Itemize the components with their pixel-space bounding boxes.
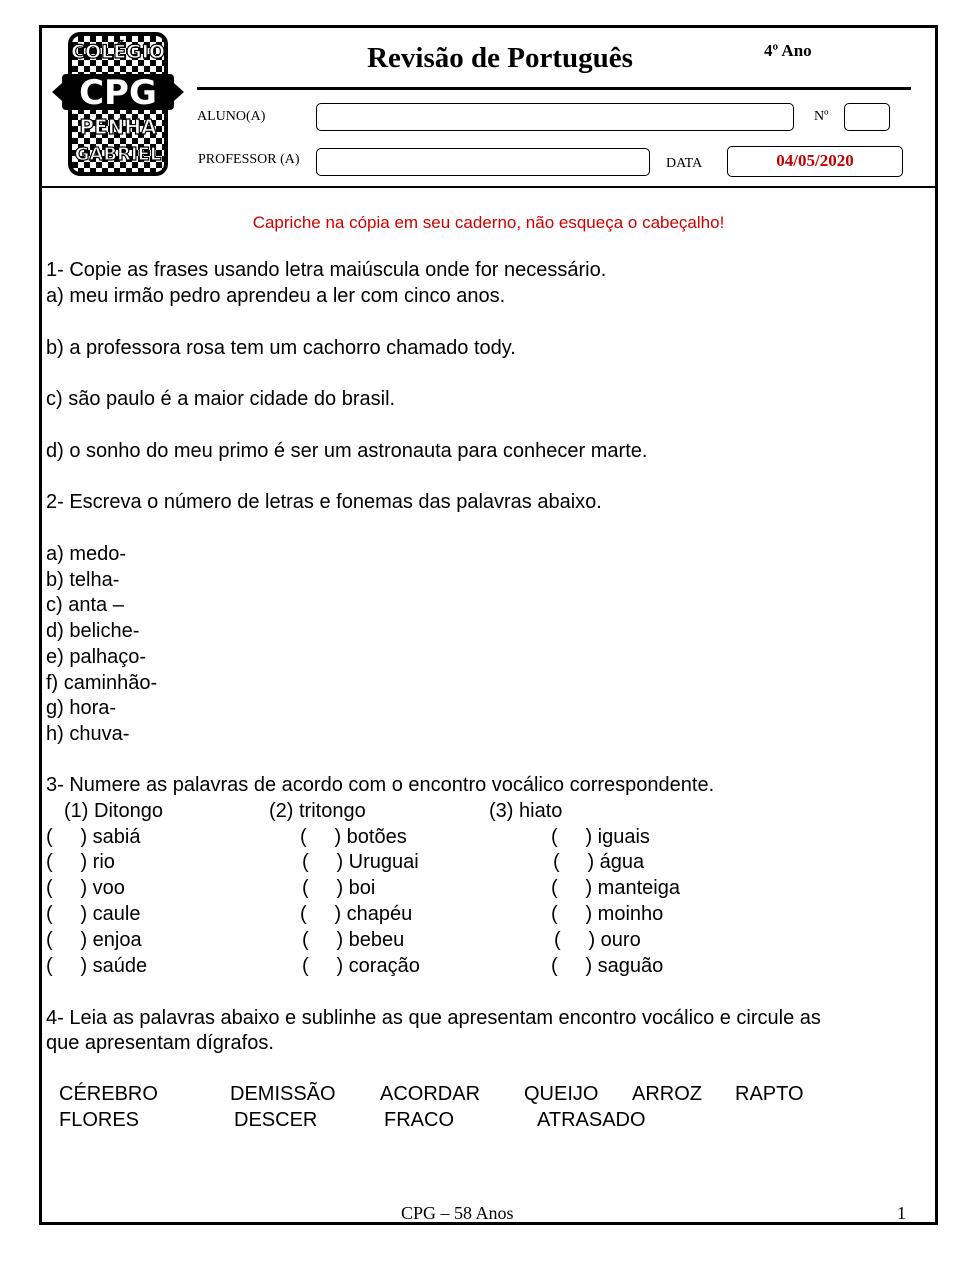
q4-word: ACORDAR xyxy=(380,1083,481,1105)
q3-row5-col3: ( ) ouro xyxy=(554,929,641,951)
q3-row5-col2: ( ) bebeu xyxy=(302,929,405,951)
q4-title-line2: que apresentam dígrafos. xyxy=(46,1032,274,1054)
grade-label: 4º Ano xyxy=(764,41,812,60)
q2-item-d: d) beliche- xyxy=(46,620,140,642)
numero-field[interactable] xyxy=(844,103,890,131)
logo-text-colegio: COLÉGIO xyxy=(71,41,165,63)
q3-row2-col1: ( ) rio xyxy=(46,851,115,873)
school-logo xyxy=(48,30,188,180)
q3-row4-col1: ( ) caule xyxy=(46,903,141,925)
q4-word: FLORES xyxy=(59,1109,140,1131)
footer-text: CPG – 58 Anos xyxy=(401,1203,514,1223)
instruction-text: Capriche na cópia em seu caderno, não esqueça o cabeçalho! xyxy=(252,213,725,232)
page-title: Revisão de Português xyxy=(367,42,633,74)
q2-item-b: b) telha- xyxy=(46,569,120,591)
q1-item-c: c) são paulo é a maior cidade do brasil. xyxy=(46,388,396,410)
q4-word: CÉREBRO xyxy=(59,1083,158,1105)
q4-word: FRACO xyxy=(384,1109,454,1131)
q1-title: 1- Copie as frases usando letra maiúscula onde for necessário. xyxy=(46,259,607,281)
q4-word: RAPTO xyxy=(735,1083,804,1105)
q3-row4-col3: ( ) moinho xyxy=(551,903,664,925)
q3-legend-tritongo: (2) tritongo xyxy=(269,800,366,822)
q3-row4-col2: ( ) chapéu xyxy=(300,903,413,925)
professor-field[interactable] xyxy=(316,148,650,176)
q3-row3-col2: ( ) boi xyxy=(302,877,376,899)
q3-row6-col3: ( ) saguão xyxy=(551,955,664,977)
q4-word: ATRASADO xyxy=(537,1109,646,1131)
logo-text-penha: PENHA xyxy=(79,115,157,139)
q1-item-d: d) o sonho do meu primo é ser um astronauta para conhecer marte. xyxy=(46,440,648,462)
q4-word: DESCER xyxy=(234,1109,318,1131)
q3-row6-col1: ( ) saúde xyxy=(46,955,148,977)
header-rule xyxy=(197,87,911,90)
data-field[interactable]: 04/05/2020 xyxy=(727,146,903,177)
q2-item-h: h) chuva- xyxy=(46,723,130,745)
footer-rule-left xyxy=(43,1222,386,1224)
q2-item-e: e) palhaço- xyxy=(46,646,147,668)
q2-item-g: g) hora- xyxy=(46,697,117,719)
q2-item-a: a) medo- xyxy=(46,543,127,565)
q2-item-c: c) anta – xyxy=(46,594,124,616)
q4-title-line1: 4- Leia as palavras abaixo e sublinhe as que apresentam encontro vocálico e circule as xyxy=(46,1007,821,1029)
q4-word: DEMISSÃO xyxy=(230,1083,336,1105)
q3-row3-col1: ( ) voo xyxy=(46,877,125,899)
q3-row5-col1: ( ) enjoa xyxy=(46,929,142,951)
q3-row1-col2: ( ) botões xyxy=(300,826,407,848)
q3-title: 3- Numere as palavras de acordo com o encontro vocálico correspondente. xyxy=(46,774,715,796)
aluno-field[interactable] xyxy=(316,103,794,131)
numero-label: Nº xyxy=(814,109,829,124)
q3-row3-col3: ( ) manteiga xyxy=(551,877,680,899)
logo-text-gabriel: GABRIEL xyxy=(74,144,162,165)
q1-item-a: a) meu irmão pedro aprendeu a ler com cinco anos. xyxy=(46,285,506,307)
q3-row1-col3: ( ) iguais xyxy=(551,826,650,848)
q4-word: ARROZ xyxy=(632,1083,702,1105)
q3-row2-col3: ( ) água xyxy=(553,851,645,873)
q3-row6-col2: ( ) coração xyxy=(302,955,420,977)
page-number: 1 xyxy=(897,1203,906,1223)
logo-text-cpg: CPG xyxy=(79,73,157,113)
q3-row2-col2: ( ) Uruguai xyxy=(302,851,419,873)
footer-rule-right xyxy=(533,1222,880,1224)
q3-legend-ditongo: (1) Ditongo xyxy=(64,800,163,822)
q3-legend-hiato: (3) hiato xyxy=(489,800,563,822)
aluno-label: ALUNO(A) xyxy=(197,109,266,124)
q2-title: 2- Escreva o número de letras e fonemas das palavras abaixo. xyxy=(46,491,602,513)
q2-item-f: f) caminhão- xyxy=(46,672,158,694)
header-separator xyxy=(39,186,938,188)
q4-word: QUEIJO xyxy=(524,1083,599,1105)
q3-row1-col1: ( ) sabiá xyxy=(46,826,141,848)
data-label: DATA xyxy=(666,156,703,171)
professor-label: PROFESSOR (A) xyxy=(198,152,300,167)
q1-item-b: b) a professora rosa tem um cachorro chamado tody. xyxy=(46,337,516,359)
